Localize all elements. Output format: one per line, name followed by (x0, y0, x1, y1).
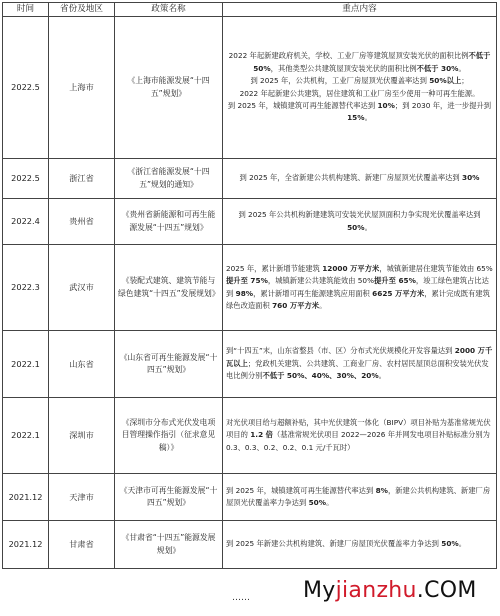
content-text: ，累计新增可再生能源建筑应用面积 (253, 288, 373, 298)
row-key-content (223, 521, 497, 569)
highlight-text: 不低于 50%、40%、30%、20% (262, 371, 379, 381)
content-text: ，累计完成既有建筑绿色改造面积 (226, 288, 490, 310)
content-paragraph (226, 417, 493, 454)
header-policy-name: 政策名称 (115, 3, 223, 17)
row-key-content (223, 159, 497, 199)
table-row (3, 17, 497, 159)
row-time: 2022.1 (3, 331, 49, 398)
highlight-text: 8% (375, 485, 388, 495)
highlight-text: 30% (462, 173, 480, 183)
content-paragraph (226, 345, 493, 382)
content-paragraph (226, 50, 493, 75)
content-text: 。 (458, 539, 467, 549)
row-time: 2022.5 (3, 159, 49, 199)
highlight-text: 10% (377, 100, 395, 110)
header-key-content: 重点内容 (223, 3, 497, 17)
table-row (3, 159, 497, 199)
content-paragraph (226, 172, 493, 184)
table-row (3, 398, 497, 474)
highlight-text: 50% (308, 498, 327, 507)
content-text: ； (461, 76, 469, 86)
highlight-text: 提升至 65% (374, 276, 416, 286)
row-policy-name: 《贵州省新能源和可再生能源发展“十四五”规划》 (115, 199, 223, 245)
table-body (3, 17, 497, 569)
continuation-ellipsis: …… (232, 593, 250, 603)
row-region: 深圳市 (49, 398, 115, 474)
content-text: ，竣工绿色建筑占比达到 (226, 276, 489, 298)
row-policy-name: 《甘肃省“十四五”能源发展规划》 (115, 521, 223, 569)
content-paragraph (226, 100, 493, 125)
row-region: 浙江省 (49, 159, 115, 199)
watermark-part1: My (303, 578, 336, 603)
highlight-text: 提升至 75% (226, 276, 268, 286)
watermark-logo (303, 578, 477, 603)
highlight-text: 12000 万平方米 (322, 263, 380, 273)
content-text: 到“十四五”末，山东省整县（市、区）分布式光伏规模化开发容量达到 (226, 346, 455, 356)
watermark-part3: .COM (416, 578, 477, 603)
row-time: 2022.1 (3, 398, 49, 474)
row-region: 甘肃省 (49, 521, 115, 569)
content-text: 到 2025 年，公共机构，工业厂房屋顶光伏覆盖率达到 (250, 76, 430, 86)
row-time: 2021.12 (3, 474, 49, 521)
row-key-content (223, 17, 497, 159)
table-row (3, 474, 497, 521)
content-text: 。 (458, 63, 466, 73)
highlight-text: 2000 万千瓦以上 (226, 346, 493, 368)
table-row (3, 199, 497, 245)
content-text: 到 2025 年，城镇建筑可再生能源替代率达到 (227, 100, 378, 110)
row-region: 贵州省 (49, 199, 115, 245)
row-key-content (223, 199, 497, 245)
table-row (3, 521, 497, 569)
content-text: 到 2025 年，全省新建公共机构建筑、新建厂房屋顶光伏覆盖率达到 (239, 173, 463, 183)
content-text: 到 2025 年，城镇建筑可再生能源替代率达到 (226, 485, 376, 495)
content-text: 。 (326, 498, 334, 507)
row-key-content (223, 398, 497, 474)
header-region: 省份及地区 (49, 3, 115, 17)
row-policy-name: 《深圳市分布式光伏发电项目管理操作指引（征求意见稿）》 (115, 398, 223, 474)
table-row (3, 331, 497, 398)
table-header-row (3, 3, 497, 17)
highlight-text: 50% (347, 222, 365, 232)
content-text: 。 (364, 222, 372, 232)
row-key-content (223, 331, 497, 398)
content-text: ；党政机关建筑、公共建筑、工商业厂房、农村居民屋顶总面积安装光伏发电比例分别 (226, 358, 489, 381)
row-key-content (223, 474, 497, 521)
content-text: ，新建公共机构建筑、新建厂房屋顶光伏覆盖率力争达到 (226, 485, 491, 507)
row-policy-name: 《上海市能源发展“十四五”规划》 (115, 17, 223, 159)
highlight-text: 不低于 30% (416, 63, 459, 73)
content-text: 2022 年起新建政府机关，学校、工业厂房等建筑屋顶安装光伏的面积比例 (228, 51, 469, 61)
content-text: 2025 年，累计新增节能建筑 (226, 263, 323, 273)
highlight-text: 不低于 50% (253, 51, 491, 73)
row-policy-name: 《天津市可再生能源发展“十四五”规划》 (115, 474, 223, 521)
content-text: 2022 年起新建公共建筑，居住建筑和工业厂房至少使用一种可再生能源。 (239, 88, 480, 98)
policy-table (2, 2, 497, 569)
highlight-text: 50% (441, 539, 459, 549)
content-paragraph (226, 209, 493, 234)
row-time: 2022.3 (3, 245, 49, 331)
content-text: 对光伏项目给与超额补贴，其中光伏建筑一体化（BIPV）项目补贴为基准常规光伏项目的 (226, 417, 491, 440)
content-paragraph (226, 538, 493, 550)
row-policy-name: 《装配式建筑、建筑节能与绿色建筑“十四五”发展规划》 (115, 245, 223, 331)
content-text: ；到 2030 年，进一步提升到 (394, 100, 492, 110)
content-text: （基准常规光伏项目 2022—2026 年并网发电项目补贴标准分别为 0.3、0.3、0.2、0.2、0.1 元/千瓦时） (226, 430, 490, 452)
content-text: 到 2025 年新建公共机构建筑、新建厂房屋顶光伏覆盖率力争达到 (226, 539, 442, 549)
row-region: 武汉市 (49, 245, 115, 331)
highlight-text: 98% (235, 288, 254, 298)
table-row (3, 245, 497, 331)
row-key-content (223, 245, 497, 331)
content-paragraph (226, 88, 493, 100)
row-region: 天津市 (49, 474, 115, 521)
highlight-text: 1.2 倍 (250, 430, 273, 440)
content-paragraph (226, 485, 493, 510)
header-time: 时间 (3, 3, 49, 17)
content-text: ，城镇新建公共建筑能效由 50% (267, 276, 375, 286)
highlight-text: 50%以上 (429, 76, 462, 86)
highlight-text: 6625 万平方米 (372, 288, 425, 298)
content-text: 。 (319, 300, 327, 310)
highlight-text: 15% (347, 113, 365, 123)
content-text: 。 (378, 371, 386, 381)
content-text: ，其他类型公共建筑屋顶安装光伏的面积比例 (270, 63, 417, 73)
row-time: 2021.12 (3, 521, 49, 569)
content-text: ，城镇新建居住建筑节能效由 65% (379, 263, 493, 273)
content-paragraph (226, 263, 493, 313)
row-time: 2022.5 (3, 17, 49, 159)
row-region: 山东省 (49, 331, 115, 398)
content-paragraph (226, 75, 493, 87)
row-policy-name: 《浙江省能源发展“十四五”规划的通知》 (115, 159, 223, 199)
content-text: 。 (364, 113, 372, 123)
content-text: 到 2025 年公共机构新建建筑可安装光伏屋顶面积力争实现光伏覆盖率达到 (238, 210, 481, 220)
row-time: 2022.4 (3, 199, 49, 245)
row-policy-name: 《山东省可再生能源发展“十四五”规划》 (115, 331, 223, 398)
watermark-part2: jianzhu (335, 578, 417, 603)
row-region: 上海市 (49, 17, 115, 159)
highlight-text: 760 万平方米 (272, 300, 320, 310)
